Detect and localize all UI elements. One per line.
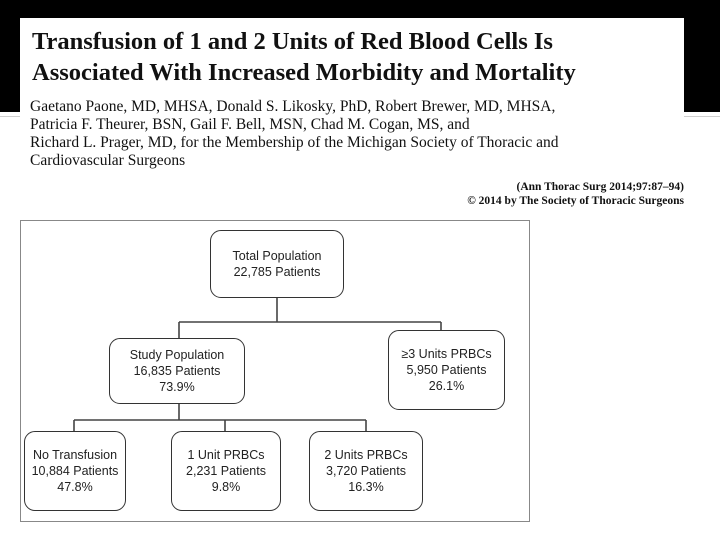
study-population-box: [109, 338, 245, 404]
box-label: 1 Unit PRBCs: [187, 448, 265, 462]
author-line: Patricia F. Theurer, BSN, Gail F. Bell, MSN, Chad M. Cogan, MS, and: [30, 116, 470, 133]
box-patients: 3,720 Patients: [326, 464, 406, 478]
author-line: Richard L. Prager, MD, for the Membership of the Michigan Society of Thoracic and: [30, 134, 559, 151]
box-patients: 5,950 Patients: [406, 363, 487, 377]
box-patients: 22,785 Patients: [233, 265, 321, 279]
paper-title-line: Transfusion of 1 and 2 Units of Red Blood Cells Is: [32, 28, 553, 55]
box-percent: 9.8%: [211, 480, 241, 494]
paper-authors: [30, 98, 690, 170]
box-percent: 26.1%: [428, 379, 465, 393]
author-line: Cardiovascular Surgeons: [30, 152, 186, 169]
patient-flow-figure: [20, 220, 530, 522]
copyright-notice: © 2014 by The Society of Thoracic Surgeons: [467, 195, 684, 207]
no-transfusion-box: [24, 431, 126, 511]
journal-citation: (Ann Thorac Surg 2014;97:87–94): [516, 181, 684, 193]
box-patients: 16,835 Patients: [133, 364, 221, 378]
box-percent: 73.9%: [159, 380, 195, 394]
author-line: Gaetano Paone, MD, MHSA, Donald S. Likosky, PhD, Robert Brewer, MD, MHSA,: [30, 98, 556, 115]
box-patients: 2,231 Patients: [186, 464, 266, 478]
box-percent: 47.8%: [57, 480, 93, 494]
box-label: Study Population: [129, 348, 225, 362]
total-population-box: [210, 230, 344, 298]
paper-title-line: Associated With Increased Morbidity and Mortality: [32, 59, 576, 86]
citation-block: [467, 180, 684, 208]
box-patients: 10,884 Patients: [31, 464, 119, 478]
paper-header: [20, 18, 684, 214]
one-unit-box: [171, 431, 281, 511]
paper-title: [32, 26, 682, 88]
three-units-box: [388, 330, 505, 410]
two-units-box: [309, 431, 423, 511]
box-percent: 16.3%: [348, 480, 384, 494]
box-label: 2 Units PRBCs: [324, 448, 408, 462]
box-label: Total Population: [232, 249, 322, 263]
box-label: No Transfusion: [32, 448, 118, 462]
box-label: ≥3 Units PRBCs: [401, 347, 492, 361]
